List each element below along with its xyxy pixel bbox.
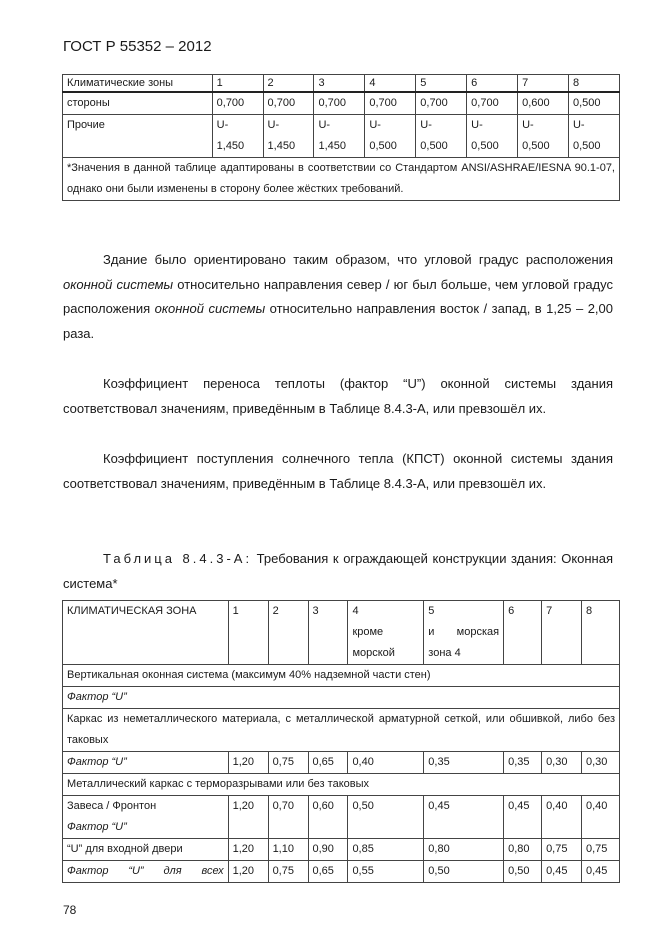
zone-header bbox=[424, 601, 504, 665]
row-label bbox=[63, 861, 229, 883]
cell-value: 0,30 bbox=[542, 752, 582, 774]
cell-value: 0,40 bbox=[348, 752, 424, 774]
cell-value: 0,90 bbox=[308, 839, 348, 861]
text-segment: Коэффициент переноса теплоты (фактор “U”) оконной системы здания соответствовал значениям, приведённым в Таблице 8.4.3-А, или превзошёл их. bbox=[63, 376, 613, 416]
table-row bbox=[63, 861, 620, 883]
cell-value: 1,20 bbox=[228, 752, 268, 774]
cell-value: 0,700 bbox=[467, 92, 518, 115]
caption-label: Таблица 8.4.3-А: bbox=[103, 551, 253, 566]
zone-header: 8 bbox=[568, 75, 619, 93]
table-continued bbox=[62, 74, 620, 201]
cell-value bbox=[314, 115, 365, 158]
section-row bbox=[63, 774, 620, 796]
cell-value: 1,20 bbox=[228, 861, 268, 883]
cell-value: 0,45 bbox=[504, 796, 542, 839]
frame-description: Каркас из неметаллического материала, с металлической арматурной сеткой, или обшивкой, либо без таковых bbox=[63, 709, 620, 752]
cell-value: 0,40 bbox=[542, 796, 582, 839]
zone-header: 3 bbox=[308, 601, 348, 665]
col-header: КЛИМАТИЧЕСКАЯ ЗОНА bbox=[63, 601, 229, 665]
section-title: Вертикальная оконная система (максимум 40% надземной части стен) bbox=[63, 665, 620, 687]
row-label-text: Завеса / Фронтон bbox=[67, 800, 157, 812]
cell-value bbox=[416, 115, 467, 158]
caption-text: Требования к ограждающей конструкции здания: Оконная система* bbox=[63, 551, 614, 591]
cell-number: 1,450 bbox=[267, 140, 296, 152]
cell-value: 0,35 bbox=[424, 752, 504, 774]
factor-label bbox=[63, 687, 620, 709]
text-segment: относительно направления восток / запад, в 1,25 – 2,00 раза. bbox=[63, 301, 613, 341]
cell-value: 0,700 bbox=[365, 92, 416, 115]
cell-value: 0,700 bbox=[212, 92, 263, 115]
text-segment: относительно направления север / юг был больше, чем угловой градус расположения bbox=[63, 276, 613, 316]
cell-value: 0,65 bbox=[308, 752, 348, 774]
zone-header: 3 bbox=[314, 75, 365, 93]
cell-value: 0,600 bbox=[518, 92, 569, 115]
zone-header: 1 bbox=[212, 75, 263, 93]
emphasis: оконной системы bbox=[154, 301, 266, 316]
zone-note: морской bbox=[352, 647, 395, 659]
table-row bbox=[63, 752, 620, 774]
zone-header: 8 bbox=[582, 601, 620, 665]
paragraph-shgc bbox=[63, 447, 613, 496]
cell-prefix: U- bbox=[318, 119, 331, 131]
cell-value: 0,40 bbox=[582, 796, 620, 839]
table-caption bbox=[63, 546, 613, 596]
zone-header: 1 bbox=[228, 601, 268, 665]
zone-note: кроме bbox=[352, 626, 384, 638]
cell-value bbox=[365, 115, 416, 158]
cell-prefix: U- bbox=[471, 119, 483, 131]
section-title: Металлический каркас с терморазрывами или без таковых bbox=[63, 774, 620, 796]
cell-value: 0,75 bbox=[268, 861, 308, 883]
zone-header: 6 bbox=[504, 601, 542, 665]
cell-prefix: U- bbox=[572, 119, 585, 131]
cell-value bbox=[568, 115, 619, 158]
table-note: *Значения в данной таблице адаптированы в соответствии со Стандартом ANSI/ASHRAE/IESNA 90.1-07, однако они были изменены в сторону более жёстких требований. bbox=[63, 158, 620, 201]
cell-value: 0,55 bbox=[348, 861, 424, 883]
cell-value bbox=[467, 115, 518, 158]
cell-value: 0,50 bbox=[424, 861, 504, 883]
cell-prefix: U- bbox=[216, 119, 229, 131]
cell-number: 0,500 bbox=[522, 140, 550, 152]
row-label bbox=[63, 752, 229, 774]
zone-note: зона 4 bbox=[428, 647, 461, 659]
emphasis: оконной системы bbox=[63, 276, 174, 292]
cell-value: 0,45 bbox=[542, 861, 582, 883]
row-label-wrap bbox=[67, 861, 224, 882]
row-label: Прочие bbox=[63, 115, 213, 158]
page-number: 78 bbox=[63, 903, 77, 917]
cell-value: 0,75 bbox=[268, 752, 308, 774]
zone-number: 4 bbox=[352, 605, 359, 617]
text-segment: Здание было ориентировано таким образом, что угловой градус расположения bbox=[103, 252, 613, 267]
section-row bbox=[63, 665, 620, 687]
cell-value: 0,700 bbox=[263, 92, 314, 115]
paragraph-orientation bbox=[63, 248, 613, 346]
subsection-row bbox=[63, 687, 620, 709]
requirements-table bbox=[62, 600, 620, 883]
zone-header: 6 bbox=[467, 75, 518, 93]
paragraph-u-factor bbox=[63, 372, 613, 421]
table-header-row bbox=[63, 601, 620, 665]
zone-header: 5 bbox=[416, 75, 467, 93]
row-label: “U” для входной двери bbox=[63, 839, 229, 861]
zone-number: 5 bbox=[428, 605, 435, 617]
cell-value: 0,700 bbox=[416, 92, 467, 115]
cell-number: 0,500 bbox=[420, 140, 448, 152]
row-sublabel: Фактор “U” bbox=[67, 821, 127, 833]
cell-number: 1,450 bbox=[216, 140, 245, 152]
table-row bbox=[63, 92, 620, 115]
cell-value: 0,65 bbox=[308, 861, 348, 883]
cell-value: 0,45 bbox=[582, 861, 620, 883]
cell-prefix: U- bbox=[267, 119, 280, 131]
cell-prefix: U- bbox=[522, 119, 534, 131]
cell-value bbox=[518, 115, 569, 158]
cell-value: 0,700 bbox=[314, 92, 365, 115]
table-row bbox=[63, 839, 620, 861]
zone-header bbox=[348, 601, 424, 665]
header-label: Климатические зоны bbox=[63, 75, 213, 93]
cell-value: 0,30 bbox=[582, 752, 620, 774]
row-label bbox=[63, 796, 229, 839]
cell-number: 0,500 bbox=[369, 140, 397, 152]
row-label: стороны bbox=[63, 92, 213, 115]
cell-value: 0,70 bbox=[268, 796, 308, 839]
row-label-text: Фактор “U” для всех bbox=[67, 865, 224, 877]
cell-prefix: U- bbox=[369, 119, 381, 131]
cell-value bbox=[212, 115, 263, 158]
table-row bbox=[63, 115, 620, 158]
zone-header: 4 bbox=[365, 75, 416, 93]
cell-value: 0,35 bbox=[504, 752, 542, 774]
table-note-row bbox=[63, 158, 620, 201]
zone-header: 2 bbox=[263, 75, 314, 93]
cell-number: 0,500 bbox=[572, 140, 601, 152]
cell-value: 1,20 bbox=[228, 796, 268, 839]
cell-value: 0,50 bbox=[504, 861, 542, 883]
document-header: ГОСТ Р 55352 – 2012 bbox=[63, 38, 212, 55]
cell-value: 0,45 bbox=[424, 796, 504, 839]
factor-u-label: Фактор “U” bbox=[67, 691, 127, 703]
cell-value: 0,60 bbox=[308, 796, 348, 839]
text-segment: Коэффициент поступления солнечного тепла (КПСТ) оконной системы здания соответствовал значениям, приведённым в Таблице 8.4.3-А, или превзошёл их. bbox=[63, 451, 613, 491]
cell-value: 0,50 bbox=[348, 796, 424, 839]
cell-value: 0,80 bbox=[424, 839, 504, 861]
cell-value: 0,85 bbox=[348, 839, 424, 861]
zone-header: 2 bbox=[268, 601, 308, 665]
zone-header: 7 bbox=[542, 601, 582, 665]
zone-header: 7 bbox=[518, 75, 569, 93]
cell-value: 1,20 bbox=[228, 839, 268, 861]
cell-value: 1,10 bbox=[268, 839, 308, 861]
cell-value: 0,80 bbox=[504, 839, 542, 861]
table-row bbox=[63, 796, 620, 839]
subsection-row bbox=[63, 709, 620, 752]
zone-note: и морская bbox=[428, 626, 500, 638]
cell-value: 0,500 bbox=[568, 92, 619, 115]
cell-number: 1,450 bbox=[318, 140, 346, 152]
table-header-row bbox=[63, 75, 620, 93]
cell-value: 0,75 bbox=[582, 839, 620, 861]
row-label-text: Фактор “U” bbox=[67, 756, 127, 768]
cell-value bbox=[263, 115, 314, 158]
cell-number: 0,500 bbox=[471, 140, 499, 152]
cell-value: 0,75 bbox=[542, 839, 582, 861]
cell-prefix: U- bbox=[420, 119, 432, 131]
